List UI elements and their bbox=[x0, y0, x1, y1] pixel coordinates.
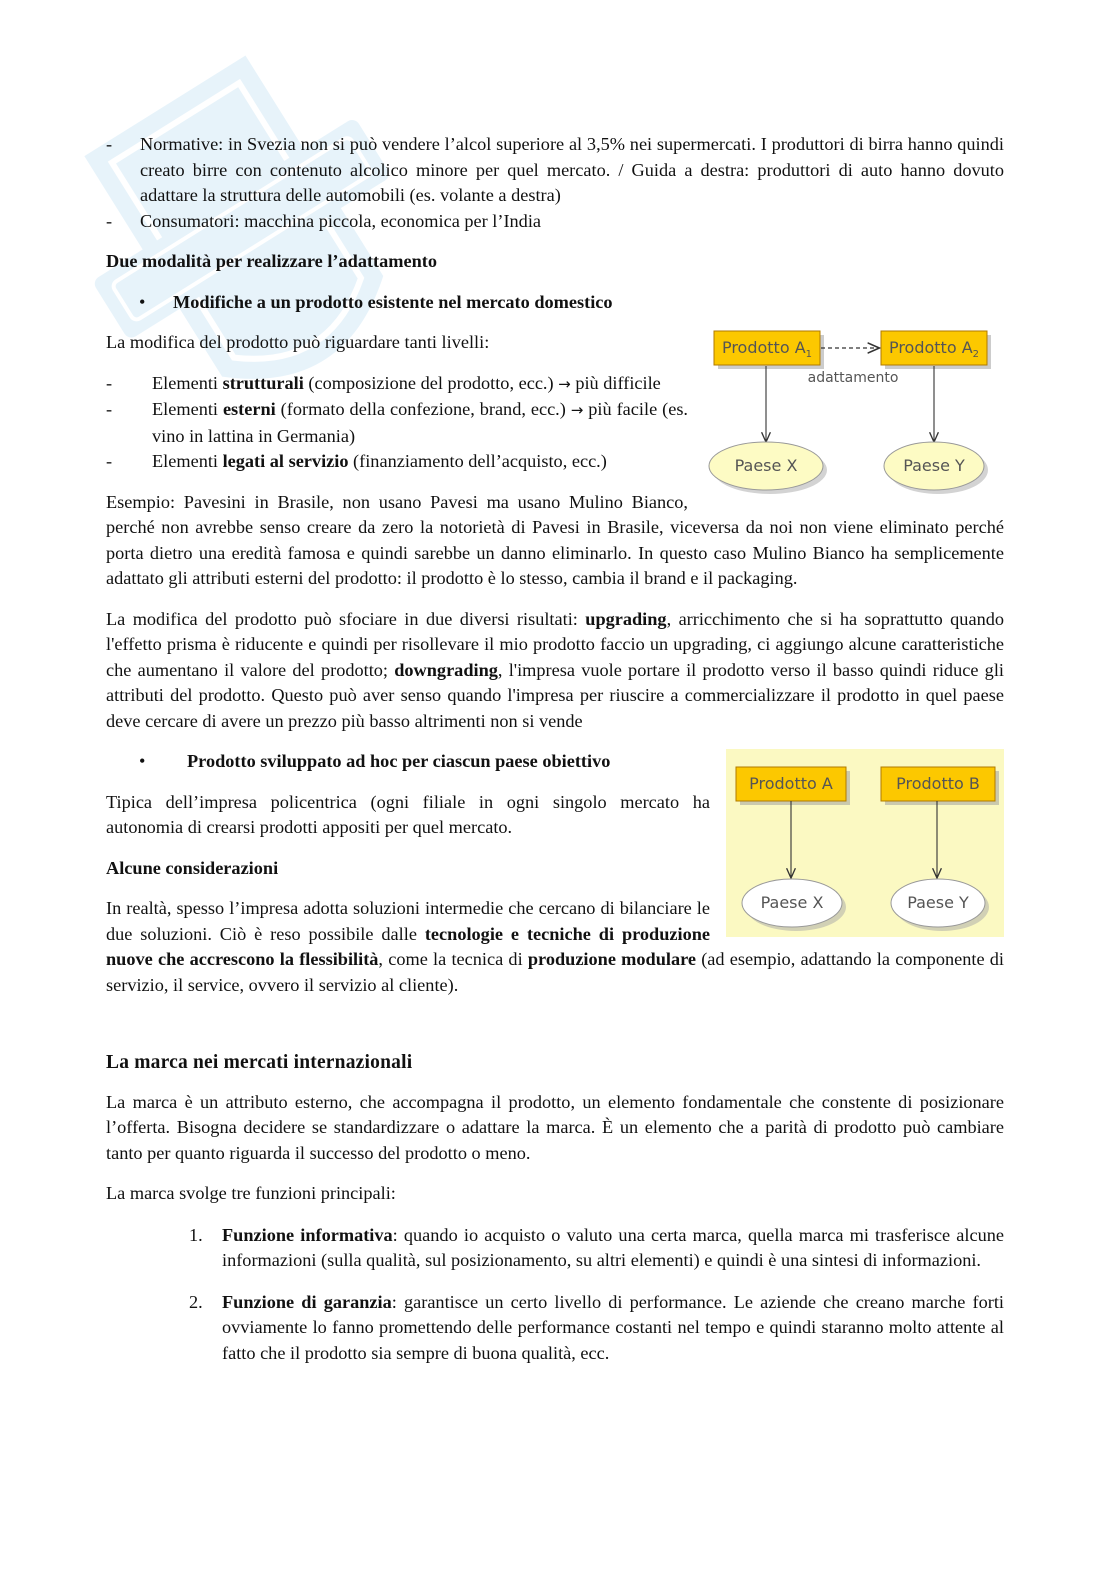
section-heading: Alcune considerazioni bbox=[106, 857, 279, 878]
bullet-heading bbox=[106, 749, 1004, 775]
bullet-heading-text: Modifiche a un prodotto esistente nel mercato domestico bbox=[173, 291, 613, 312]
paese-x-label: Paese X bbox=[760, 893, 824, 912]
page-title: La marca nei mercati internazionali bbox=[106, 1052, 413, 1073]
intro-list bbox=[106, 132, 1004, 234]
policentric-diagram bbox=[726, 749, 1004, 937]
bullet-icon: • bbox=[139, 751, 146, 771]
list-item: - Normative: in Svezia non si può vendere l’alcol superiore al 3,5% nei supermercati. I produttori di birra hanno quindi creato birre con contenuto alcolico minore per quel mercato. / Guida a destra: produttori di auto hanno dovuto adattare la struttura delle automobili (es. volante a destra) bbox=[106, 132, 1004, 209]
paese-x-label: Paese X bbox=[734, 456, 798, 475]
paragraph: La modifica del prodotto può sfociare in due diversi risultati: upgrading, arricchimento che si ha soprattutto quando l'effetto prisma è riducente e quindi per risollevare il mio prodotto faccio un upgrading, ci aggiungo alcune caratteristiche che aumentano il valore del prodotto; downgrading, l'impresa vuole portare il prodotto verso il basso quindi riduce gli attributi del prodotto. Questo può aver senso quando l'impresa per riuscire a commercializzare il prodotto in quel paese deve cercare di avere un prezzo più basso altrimenti non si vende bbox=[106, 608, 1004, 731]
section-heading: Due modalità per realizzare l’adattamento bbox=[106, 251, 438, 271]
paragraph: La marca svolge tre funzioni principali: bbox=[106, 1183, 396, 1203]
paragraph: La marca è un attributo esterno, che accompagna il prodotto, un elemento fondamentale che constente di posizionare l’offerta. Bisogna decidere se standardizzare o adattare la marca. È un elemento che a parità di prodotto può cambiare tanto per quanto riguarda il successo del prodotto o meno. bbox=[106, 1091, 1004, 1163]
list-item: - Elementi esterni (formato della confezione, brand, ecc.) → più facile (es. vino in lattina in Germania) bbox=[106, 397, 1004, 449]
list-item: - Elementi legati al servizio (finanziamento dell’acquisto, ecc.) bbox=[106, 449, 1004, 475]
adattamento-label: adattamento bbox=[807, 370, 899, 386]
document-body bbox=[106, 132, 1004, 1366]
paragraph: Tipica dell’impresa policentrica (ogni filiale in ogni singolo mercato ha autonomia di crearsi prodotti appositi per quel mercato. bbox=[106, 791, 710, 837]
paragraph: Esempio: Pavesini in Brasile, non usano Pavesi ma usano Mulino Bianco, perché non avrebbe senso creare da zero la notorietà di Pavesi in Brasile, viceversa da noi non viene eliminato perché porta dietro una eredità famosa e quindi sarebbe un danno eliminarlo. In questo caso Mulino Bianco ha semplicemente adattato gli attributi esterni del prodotto: il prodotto è lo stesso, cambia il brand e il packaging. bbox=[106, 491, 1004, 588]
bullet-heading bbox=[106, 290, 1004, 316]
list-item: - Elementi strutturali (composizione del prodotto, ecc.) → più difficile bbox=[106, 371, 1004, 398]
paragraph: La modifica del prodotto può riguardare tanti livelli: bbox=[106, 332, 490, 352]
bullet-icon: • bbox=[139, 291, 146, 312]
bullet-heading-text: Prodotto sviluppato ad hoc per ciascun paese obiettivo bbox=[187, 751, 611, 771]
list-item: 1. Funzione informativa: quando io acquisto o valuto una certa marca, quella marca mi trasferisce alcune informazioni (sulla qualità, sul posizionamento, su altri elementi) e quindi è una sintesi di informazioni. bbox=[189, 1224, 1004, 1270]
list-item: - Consumatori: macchina piccola, economica per l’India bbox=[106, 209, 1004, 235]
box-prodotto-a2-label: Prodotto $A_2$ bbox=[888, 338, 980, 361]
arrow-right-icon: → bbox=[558, 374, 571, 393]
box-prodotto-b-label: Prodotto B bbox=[896, 774, 980, 793]
box-prodotto-a1-label: Prodotto $A_1$ bbox=[721, 338, 813, 361]
levels-list bbox=[106, 371, 1004, 475]
list-item: 2. Funzione di garanzia: garantisce un certo livello di performance. Le aziende che creano marche forti ovviamente lo fanno promettendo delle performance costanti nel tempo e quindi staranno molto attente al fatto che il prodotto sia sempre di buona qualità, ecc. bbox=[189, 1291, 1004, 1363]
functions-list bbox=[106, 1223, 1004, 1367]
paese-y-label: Paese Y bbox=[907, 893, 969, 912]
box-prodotto-a-label: Prodotto A bbox=[749, 774, 833, 793]
paese-y-label: Paese Y bbox=[903, 456, 965, 475]
arrow-right-icon: → bbox=[570, 401, 584, 419]
paragraph: In realtà, spesso l’impresa adotta soluzioni intermedie che cercano di bilanciare le due soluzioni. Ciò è reso possibile dalle tecnologie e tecniche di produzione nuove che accrescono la flessibilità, come la tecnica di produzione modulare (ad esempio, adattando la componente di servizio, il service, ovvero il servizio al cliente). bbox=[106, 898, 1004, 995]
